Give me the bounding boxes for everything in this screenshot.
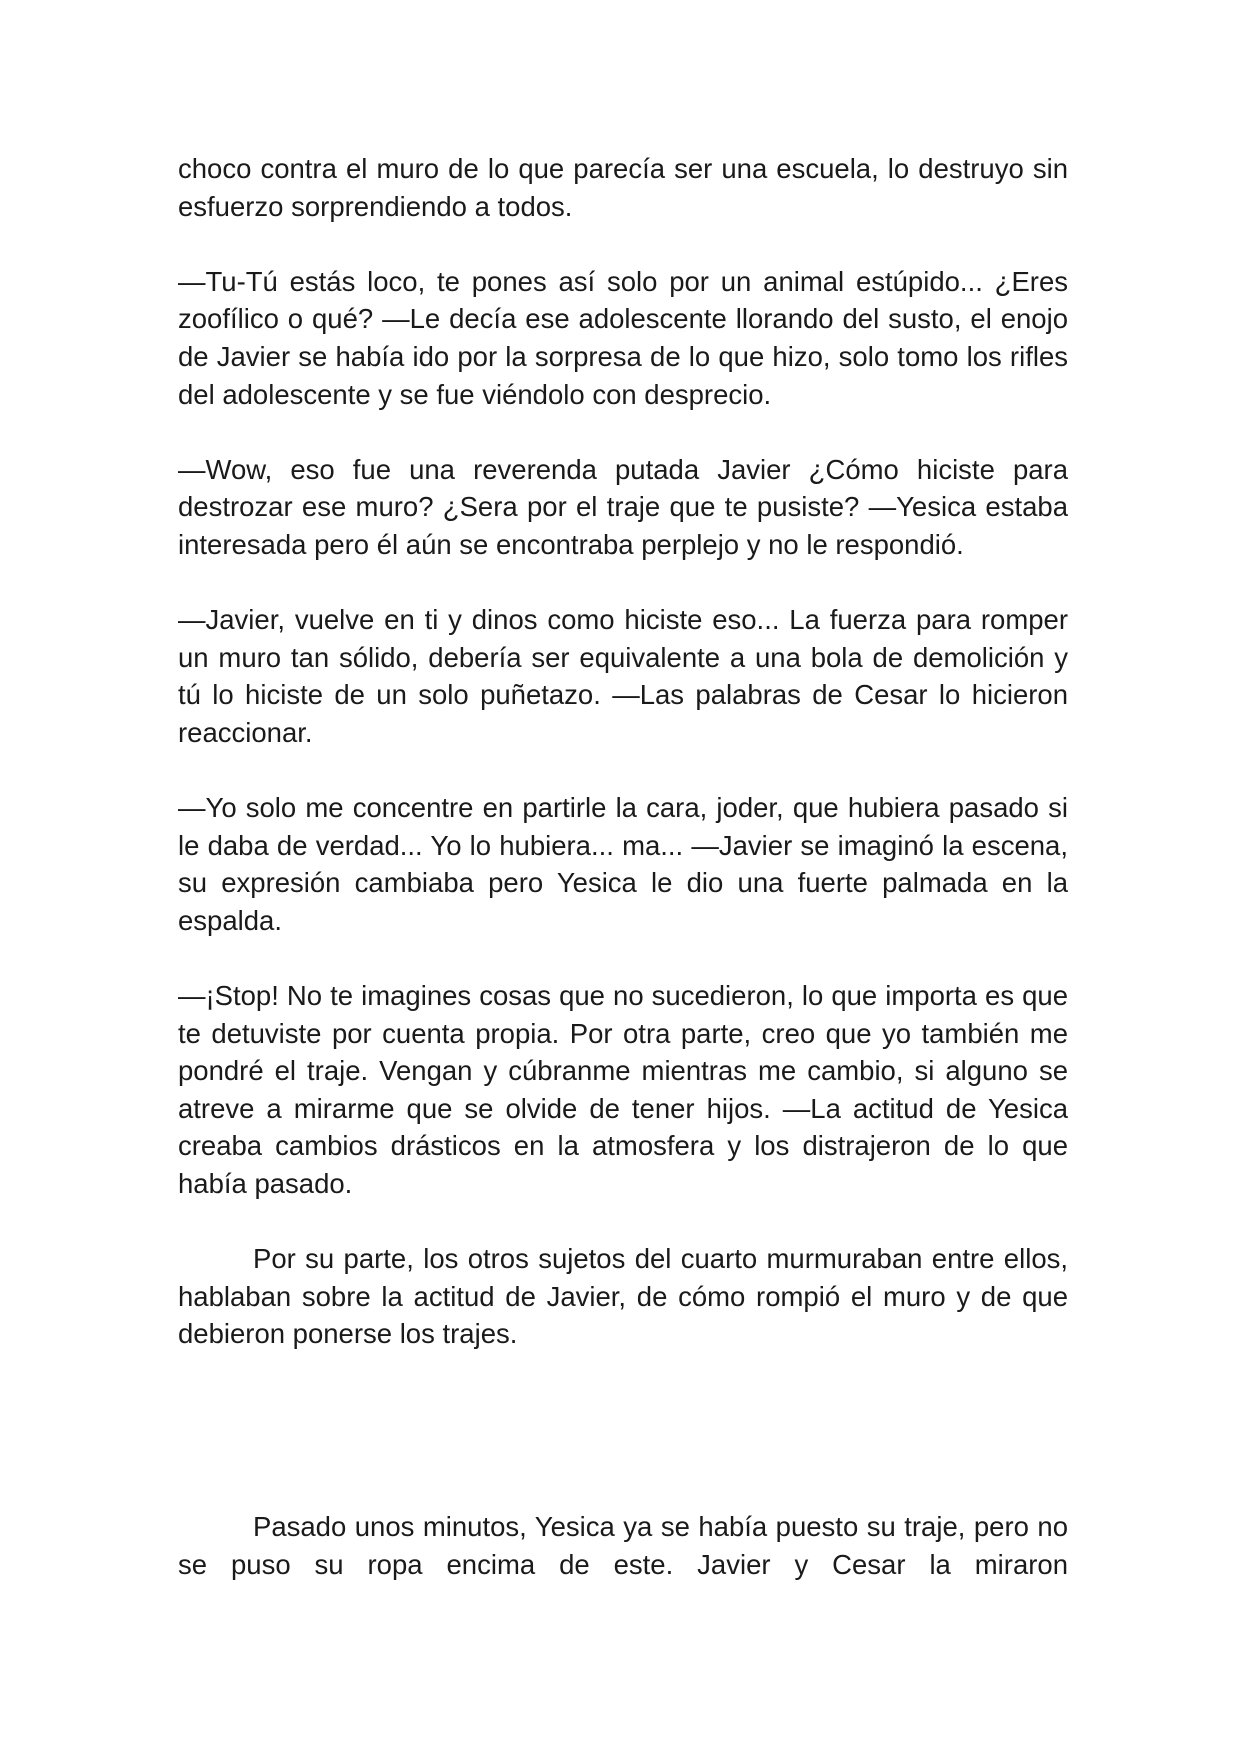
paragraph-3: —Wow, eso fue una reverenda putada Javier ¿Cómo hiciste para destrozar ese muro? ¿Sera por el traje que te pusiste? —Yesica estaba interesada pero él aún se encontraba perplejo y no le respondió. [178,453,1068,560]
main-text [178,150,1068,1353]
paragraph-6: —¡Stop! No te imagines cosas que no sucedieron, lo que importa es que te detuviste por cuenta propia. Por otra parte, creo que yo también me pondré el traje. Vengan y cúbranme mientras me cambio, si alguno se atreve a mirarme que se olvide de tener hijos. —La actitud de Yesica creaba cambios drásticos en la atmosfera y los distrajeron de lo que había pasado. [178,980,1068,1200]
paragraph-4: —Javier, vuelve en ti y dinos como hiciste eso... La fuerza para romper un muro tan sólido, debería ser equivalente a una bola de demolición y tú lo hiciste de un solo puñetazo. —Las palabras de Cesar lo hicieron reaccionar. [178,604,1068,748]
paragraph-5: —Yo solo me concentre en partirle la cara, joder, que hubiera pasado si le daba de verdad... Yo lo hubiera... ma... —Javier se imaginó la escena, su expresión cambiaba pero Yesica le dio una fuerte palmada en la espalda. [178,792,1068,936]
paragraph-1: choco contra el muro de lo que parecía ser una escuela, lo destruyo sin esfuerzo sorprendiendo a todos. [178,153,1068,222]
paragraph-continuation: Pasado unos minutos, Yesica ya se había puesto su traje, pero no se puso su ropa encima de este. Javier y Cesar la miraron [178,1511,1068,1580]
paragraph-2: —Tu-Tú estás loco, te pones así solo por un animal estúpido... ¿Eres zoofílico o qué? —Le decía ese adolescente llorando del susto, el enojo de Javier se había ido por la sorpresa de lo que hizo, solo tomo los rifles del adolescente y se fue viéndolo con desprecio. [178,265,1068,410]
continuation-text [178,1508,1068,1583]
paragraph-7: Por su parte, los otros sujetos del cuarto murmuraban entre ellos, hablaban sobre la actitud de Javier, de cómo rompió el muro y de que debieron ponerse los trajes. [178,1243,1068,1350]
